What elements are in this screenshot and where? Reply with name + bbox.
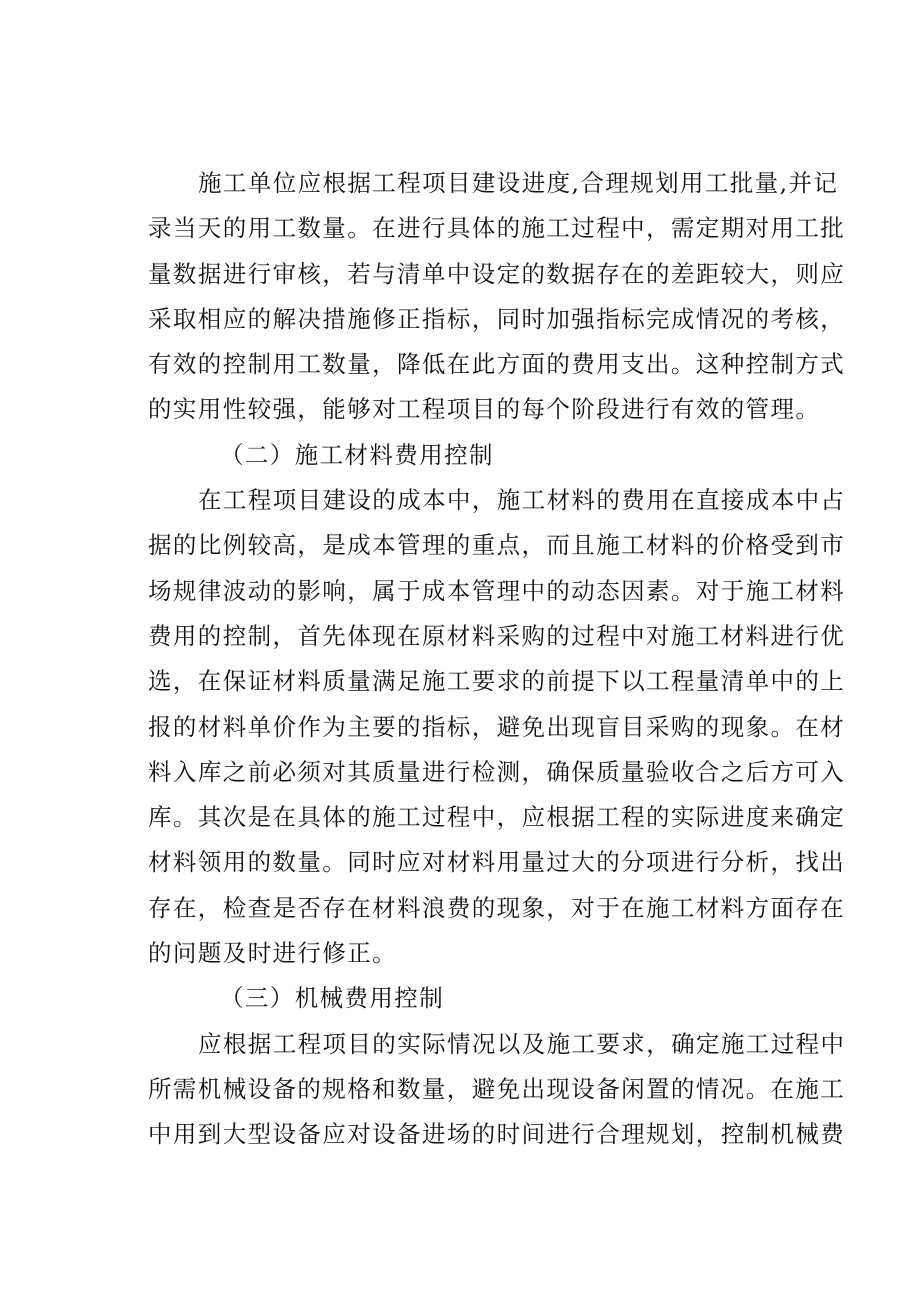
paragraph-line: 材料领用的数量。同时应对材料用量过大的分项进行分析，找出: [148, 848, 846, 877]
paragraph-line: 采取相应的解决措施修正指标，同时加强指标完成情况的考核，: [148, 304, 846, 333]
paragraph-line: 选，在保证材料质量满足施工要求的前提下以工程量清单中的上: [148, 667, 846, 696]
section-heading-material-cost: （二）施工材料费用控制: [220, 440, 494, 469]
paragraph-line: 存在，检查是否存在材料浪费的现象，对于在施工材料方面存在: [148, 893, 846, 922]
section-heading-machinery-cost: （三）机械费用控制: [220, 984, 445, 1013]
paragraph-labor-cost: [148, 161, 846, 433]
paragraph-line: 应根据工程项目的实际情况以及施工要求，确定施工过程中: [198, 1029, 846, 1058]
paragraph-line: 量数据进行审核，若与清单中设定的数据存在的差距较大，则应: [148, 259, 846, 288]
paragraph-line: 在工程项目建设的成本中，施工材料的费用在直接成本中占: [198, 486, 846, 515]
document-body: [148, 161, 846, 1158]
paragraph-line: 的问题及时进行修正。: [148, 939, 397, 968]
paragraph-line: 所需机械设备的规格和数量，避免出现设备闲置的情况。在施工: [148, 1074, 846, 1103]
paragraph-line: 中用到大型设备应对设备进场的时间进行合理规划，控制机械费: [148, 1120, 846, 1149]
paragraph-line: 录当天的用工数量。在进行具体的施工过程中，需定期对用工批: [148, 214, 846, 243]
paragraph-line: 料入库之前必须对其质量进行检测，确保质量验收合之后方可入: [148, 757, 846, 786]
paragraph-line: 据的比例较高，是成本管理的重点，而且施工材料的价格受到市: [148, 531, 846, 560]
paragraph-material-cost: [148, 478, 846, 976]
paragraph-line: 报的材料单价作为主要的指标，避免出现盲目采购的现象。在材: [148, 712, 846, 741]
paragraph-line: 的实用性较强，能够对工程项目的每个阶段进行有效的管理。: [148, 395, 821, 424]
paragraph-line: 有效的控制用工数量，降低在此方面的费用支出。这种控制方式: [148, 350, 846, 379]
paragraph-line: 场规律波动的影响，属于成本管理中的动态因素。对于施工材料: [148, 576, 846, 605]
paragraph-line: 施工单位应根据工程项目建设进度,合理规划用工批量,并记: [198, 169, 839, 197]
paragraph-line: 费用的控制，首先体现在原材料采购的过程中对施工材料进行优: [148, 621, 846, 650]
paragraph-machinery-cost: [148, 1022, 846, 1158]
paragraph-line: 库。其次是在具体的施工过程中，应根据工程的实际进度来确定: [148, 803, 846, 832]
